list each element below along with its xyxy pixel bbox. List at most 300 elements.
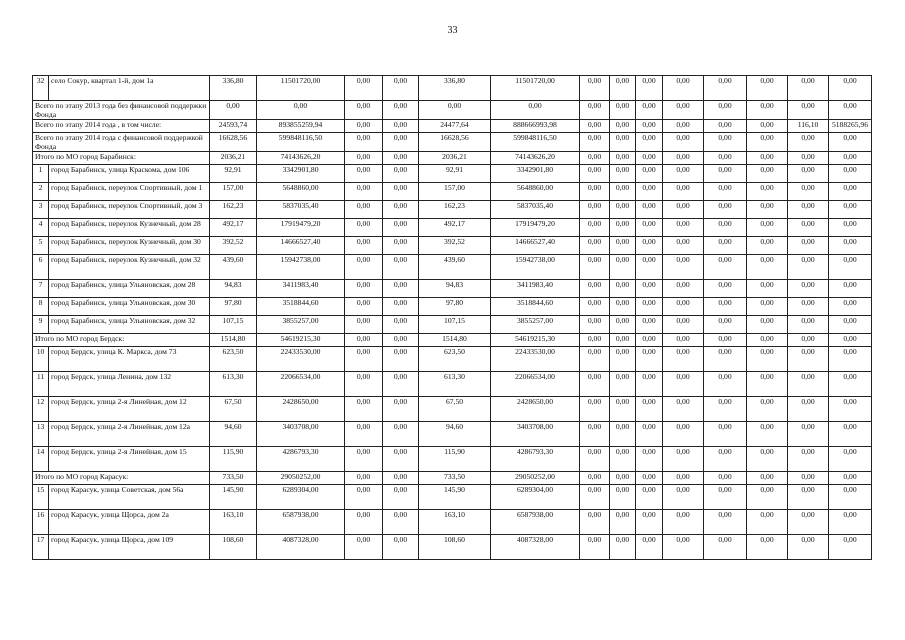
value-cell: 22066534,00 <box>257 372 345 397</box>
total-label: Итого по МО город Бердск: <box>33 334 210 347</box>
value-cell: 439,60 <box>210 255 257 280</box>
value-cell: 0,00 <box>610 397 636 422</box>
page-number: 33 <box>447 25 458 36</box>
value-cell: 0,00 <box>747 101 788 120</box>
value-cell: 0,00 <box>580 255 610 280</box>
value-cell: 392,52 <box>210 237 257 255</box>
value-cell: 0,00 <box>580 447 610 472</box>
value-cell: 1514,80 <box>419 334 491 347</box>
address-cell: город Барабинск, улица Ульяновская, дом 28 <box>49 280 210 298</box>
table-row <box>33 535 872 560</box>
value-cell: 0,00 <box>345 447 383 472</box>
value-cell: 0,00 <box>788 280 829 298</box>
value-cell: 0,00 <box>636 76 663 101</box>
total-row <box>33 152 872 165</box>
row-number: 2 <box>33 183 49 201</box>
program-table <box>32 75 872 560</box>
value-cell: 0,00 <box>704 201 747 219</box>
value-cell: 3855257,00 <box>257 316 345 334</box>
value-cell: 5837035,40 <box>257 201 345 219</box>
value-cell: 157,00 <box>210 183 257 201</box>
value-cell: 0,00 <box>345 472 383 485</box>
value-cell: 14666527,40 <box>257 237 345 255</box>
address-cell: город Барабинск, переулок Кузнечный, дом 30 <box>49 237 210 255</box>
table-row <box>33 510 872 535</box>
value-cell: 0,00 <box>383 280 419 298</box>
value-cell: 0,00 <box>580 133 610 152</box>
value-cell: 0,00 <box>580 535 610 560</box>
value-cell: 0,00 <box>636 334 663 347</box>
value-cell: 336,80 <box>210 76 257 101</box>
value-cell: 336,80 <box>419 76 491 101</box>
value-cell: 0,00 <box>580 510 610 535</box>
value-cell: 492,17 <box>210 219 257 237</box>
value-cell: 0,00 <box>345 165 383 183</box>
value-cell: 0,00 <box>345 219 383 237</box>
row-number: 5 <box>33 237 49 255</box>
value-cell: 0,00 <box>663 237 704 255</box>
value-cell: 0,00 <box>663 397 704 422</box>
value-cell: 3411983,40 <box>257 280 345 298</box>
value-cell: 0,00 <box>345 101 383 120</box>
value-cell: 0,00 <box>788 201 829 219</box>
value-cell: 0,00 <box>257 101 345 120</box>
value-cell: 0,00 <box>636 422 663 447</box>
value-cell: 115,90 <box>210 447 257 472</box>
total-label: Всего по этапу 2014 года , в том числе: <box>33 120 210 133</box>
value-cell: 0,00 <box>636 201 663 219</box>
value-cell: 0,00 <box>610 133 636 152</box>
value-cell: 0,00 <box>704 280 747 298</box>
value-cell: 0,00 <box>663 298 704 316</box>
value-cell: 0,00 <box>580 120 610 133</box>
total-row <box>33 133 872 152</box>
value-cell: 0,00 <box>383 510 419 535</box>
value-cell: 0,00 <box>788 183 829 201</box>
value-cell: 0,00 <box>580 397 610 422</box>
value-cell: 22066534,00 <box>491 372 580 397</box>
value-cell: 0,00 <box>829 76 872 101</box>
address-cell: город Карасук, улица Щорса, дом 2а <box>49 510 210 535</box>
value-cell: 0,00 <box>704 535 747 560</box>
value-cell: 0,00 <box>704 422 747 447</box>
value-cell: 492,17 <box>419 219 491 237</box>
value-cell: 0,00 <box>383 183 419 201</box>
value-cell: 0,00 <box>829 101 872 120</box>
value-cell: 4087328,00 <box>491 535 580 560</box>
value-cell: 2036,21 <box>210 152 257 165</box>
value-cell: 3342901,80 <box>257 165 345 183</box>
value-cell: 0,00 <box>383 372 419 397</box>
value-cell: 94,83 <box>419 280 491 298</box>
address-cell: город Бердск, улица 2-я Линейная, дом 15 <box>49 447 210 472</box>
value-cell: 0,00 <box>610 485 636 510</box>
value-cell: 0,00 <box>580 298 610 316</box>
value-cell: 0,00 <box>345 201 383 219</box>
address-cell: город Карасук, улица Щорса, дом 109 <box>49 535 210 560</box>
value-cell: 0,00 <box>829 255 872 280</box>
value-cell: 0,00 <box>580 422 610 447</box>
value-cell: 0,00 <box>663 152 704 165</box>
total-row <box>33 472 872 485</box>
address-cell: город Барабинск, переулок Спортивный, дом 1 <box>49 183 210 201</box>
value-cell: 0,00 <box>383 316 419 334</box>
value-cell: 67,50 <box>419 397 491 422</box>
total-label: Всего по этапу 2013 года без финансовой поддержки Фонда <box>33 101 210 120</box>
value-cell: 94,60 <box>419 422 491 447</box>
value-cell: 162,23 <box>210 201 257 219</box>
value-cell: 22433530,00 <box>257 347 345 372</box>
value-cell: 3411983,40 <box>491 280 580 298</box>
value-cell: 0,00 <box>610 447 636 472</box>
value-cell: 0,00 <box>636 485 663 510</box>
value-cell: 107,15 <box>419 316 491 334</box>
value-cell: 0,00 <box>663 510 704 535</box>
value-cell: 0,00 <box>704 372 747 397</box>
value-cell: 0,00 <box>610 334 636 347</box>
value-cell: 0,00 <box>747 535 788 560</box>
value-cell: 0,00 <box>704 255 747 280</box>
address-cell: город Карасук, улица Советская, дом 56а <box>49 485 210 510</box>
value-cell: 0,00 <box>345 347 383 372</box>
value-cell: 0,00 <box>345 298 383 316</box>
value-cell: 0,00 <box>345 334 383 347</box>
value-cell: 0,00 <box>704 472 747 485</box>
value-cell: 0,00 <box>747 120 788 133</box>
table-row <box>33 280 872 298</box>
value-cell: 0,00 <box>383 422 419 447</box>
value-cell: 0,00 <box>788 485 829 510</box>
value-cell: 0,00 <box>580 152 610 165</box>
value-cell: 92,91 <box>419 165 491 183</box>
value-cell: 0,00 <box>610 237 636 255</box>
row-number: 12 <box>33 397 49 422</box>
value-cell: 0,00 <box>345 372 383 397</box>
value-cell: 97,80 <box>210 298 257 316</box>
value-cell: 0,00 <box>747 133 788 152</box>
value-cell: 0,00 <box>788 298 829 316</box>
value-cell: 0,00 <box>747 472 788 485</box>
value-cell: 6587938,00 <box>257 510 345 535</box>
value-cell: 0,00 <box>704 76 747 101</box>
value-cell: 613,30 <box>210 372 257 397</box>
value-cell: 0,00 <box>383 133 419 152</box>
value-cell: 0,00 <box>383 334 419 347</box>
value-cell: 0,00 <box>829 422 872 447</box>
value-cell: 0,00 <box>747 255 788 280</box>
value-cell: 115,90 <box>419 447 491 472</box>
value-cell: 0,00 <box>383 485 419 510</box>
value-cell: 1514,80 <box>210 334 257 347</box>
value-cell: 0,00 <box>610 101 636 120</box>
row-number: 4 <box>33 219 49 237</box>
value-cell: 0,00 <box>788 255 829 280</box>
value-cell: 0,00 <box>747 347 788 372</box>
value-cell: 0,00 <box>580 485 610 510</box>
value-cell: 162,23 <box>419 201 491 219</box>
value-cell: 0,00 <box>788 316 829 334</box>
value-cell: 107,15 <box>210 316 257 334</box>
value-cell: 0,00 <box>829 334 872 347</box>
value-cell: 0,00 <box>610 201 636 219</box>
value-cell: 0,00 <box>580 183 610 201</box>
value-cell: 157,00 <box>419 183 491 201</box>
address-cell: город Барабинск, переулок Кузнечный, дом 28 <box>49 219 210 237</box>
value-cell: 0,00 <box>610 422 636 447</box>
value-cell: 0,00 <box>747 334 788 347</box>
table-row <box>33 397 872 422</box>
value-cell: 0,00 <box>829 280 872 298</box>
value-cell: 0,00 <box>704 334 747 347</box>
value-cell: 11501720,00 <box>257 76 345 101</box>
value-cell: 0,00 <box>383 201 419 219</box>
value-cell: 0,00 <box>636 237 663 255</box>
value-cell: 0,00 <box>788 101 829 120</box>
address-cell: город Барабинск, улица Краскома, дом 106 <box>49 165 210 183</box>
value-cell: 0,00 <box>747 510 788 535</box>
value-cell: 11501720,00 <box>491 76 580 101</box>
value-cell: 0,00 <box>788 219 829 237</box>
value-cell: 0,00 <box>788 535 829 560</box>
value-cell: 0,00 <box>636 372 663 397</box>
value-cell: 0,00 <box>383 397 419 422</box>
value-cell: 5188265,96 <box>829 120 872 133</box>
row-number: 16 <box>33 510 49 535</box>
value-cell: 0,00 <box>663 316 704 334</box>
value-cell: 6289304,00 <box>491 485 580 510</box>
value-cell: 0,00 <box>788 334 829 347</box>
value-cell: 0,00 <box>704 183 747 201</box>
value-cell: 0,00 <box>829 237 872 255</box>
row-number: 6 <box>33 255 49 280</box>
value-cell: 0,00 <box>383 298 419 316</box>
value-cell: 0,00 <box>636 472 663 485</box>
value-cell: 97,80 <box>419 298 491 316</box>
value-cell: 0,00 <box>610 510 636 535</box>
value-cell: 0,00 <box>419 101 491 120</box>
value-cell: 0,00 <box>747 422 788 447</box>
value-cell: 0,00 <box>747 152 788 165</box>
value-cell: 2428650,00 <box>491 397 580 422</box>
value-cell: 0,00 <box>636 397 663 422</box>
value-cell: 0,00 <box>580 472 610 485</box>
value-cell: 54619215,30 <box>491 334 580 347</box>
value-cell: 0,00 <box>636 535 663 560</box>
value-cell: 0,00 <box>704 120 747 133</box>
value-cell: 0,00 <box>610 372 636 397</box>
value-cell: 0,00 <box>829 472 872 485</box>
value-cell: 0,00 <box>663 120 704 133</box>
row-number: 11 <box>33 372 49 397</box>
value-cell: 0,00 <box>663 347 704 372</box>
value-cell: 893855259,94 <box>257 120 345 133</box>
value-cell: 0,00 <box>829 201 872 219</box>
value-cell: 3855257,00 <box>491 316 580 334</box>
value-cell: 4286793,30 <box>257 447 345 472</box>
row-number: 10 <box>33 347 49 372</box>
value-cell: 14666527,40 <box>491 237 580 255</box>
value-cell: 0,00 <box>829 165 872 183</box>
value-cell: 0,00 <box>636 280 663 298</box>
value-cell: 0,00 <box>383 347 419 372</box>
value-cell: 0,00 <box>747 280 788 298</box>
table-row <box>33 347 872 372</box>
value-cell: 74143626,20 <box>491 152 580 165</box>
value-cell: 0,00 <box>829 535 872 560</box>
value-cell: 0,00 <box>383 472 419 485</box>
value-cell: 0,00 <box>383 447 419 472</box>
value-cell: 0,00 <box>610 255 636 280</box>
value-cell: 0,00 <box>704 165 747 183</box>
value-cell: 0,00 <box>610 347 636 372</box>
value-cell: 0,00 <box>345 76 383 101</box>
value-cell: 0,00 <box>747 201 788 219</box>
value-cell: 0,00 <box>210 101 257 120</box>
value-cell: 0,00 <box>788 133 829 152</box>
value-cell: 0,00 <box>580 334 610 347</box>
address-cell: город Барабинск, переулок Кузнечный, дом 32 <box>49 255 210 280</box>
value-cell: 0,00 <box>491 101 580 120</box>
value-cell: 0,00 <box>636 316 663 334</box>
value-cell: 733,50 <box>210 472 257 485</box>
value-cell: 15942738,00 <box>491 255 580 280</box>
value-cell: 4286793,30 <box>491 447 580 472</box>
value-cell: 0,00 <box>610 183 636 201</box>
value-cell: 0,00 <box>345 280 383 298</box>
value-cell: 0,00 <box>580 347 610 372</box>
table-row <box>33 201 872 219</box>
value-cell: 0,00 <box>788 347 829 372</box>
value-cell: 0,00 <box>747 165 788 183</box>
value-cell: 29050252,00 <box>491 472 580 485</box>
address-cell: город Бердск, улица 2-я Линейная, дом 12 <box>49 397 210 422</box>
row-number: 32 <box>33 76 49 101</box>
address-cell: город Бердск, улица 2-я Линейная, дом 12а <box>49 422 210 447</box>
address-cell: город Бердск, улица К. Маркса, дом 73 <box>49 347 210 372</box>
address-cell: город Барабинск, улица Ульяновская, дом 30 <box>49 298 210 316</box>
value-cell: 2428650,00 <box>257 397 345 422</box>
value-cell: 0,00 <box>383 219 419 237</box>
value-cell: 0,00 <box>704 298 747 316</box>
value-cell: 0,00 <box>636 255 663 280</box>
value-cell: 0,00 <box>788 152 829 165</box>
value-cell: 24477,64 <box>419 120 491 133</box>
value-cell: 145,90 <box>419 485 491 510</box>
table-row <box>33 316 872 334</box>
value-cell: 108,60 <box>210 535 257 560</box>
value-cell: 0,00 <box>747 76 788 101</box>
value-cell: 5837035,40 <box>491 201 580 219</box>
value-cell: 116,10 <box>788 120 829 133</box>
value-cell: 0,00 <box>747 316 788 334</box>
value-cell: 439,60 <box>419 255 491 280</box>
value-cell: 0,00 <box>345 535 383 560</box>
value-cell: 0,00 <box>345 152 383 165</box>
value-cell: 0,00 <box>636 183 663 201</box>
value-cell: 0,00 <box>345 422 383 447</box>
value-cell: 0,00 <box>663 472 704 485</box>
value-cell: 67,50 <box>210 397 257 422</box>
value-cell: 0,00 <box>788 397 829 422</box>
table-row <box>33 183 872 201</box>
row-number: 17 <box>33 535 49 560</box>
value-cell: 0,00 <box>663 447 704 472</box>
value-cell: 0,00 <box>704 485 747 510</box>
value-cell: 0,00 <box>663 372 704 397</box>
value-cell: 623,50 <box>419 347 491 372</box>
value-cell: 0,00 <box>580 280 610 298</box>
value-cell: 4087328,00 <box>257 535 345 560</box>
value-cell: 17919479,20 <box>257 219 345 237</box>
value-cell: 0,00 <box>747 219 788 237</box>
value-cell: 0,00 <box>663 183 704 201</box>
value-cell: 0,00 <box>704 397 747 422</box>
value-cell: 0,00 <box>663 219 704 237</box>
value-cell: 0,00 <box>829 133 872 152</box>
value-cell: 0,00 <box>383 165 419 183</box>
value-cell: 0,00 <box>636 133 663 152</box>
address-cell: город Бердск, улица Ленина, дом 132 <box>49 372 210 397</box>
value-cell: 0,00 <box>345 316 383 334</box>
value-cell: 0,00 <box>610 76 636 101</box>
value-cell: 92,91 <box>210 165 257 183</box>
table-row <box>33 219 872 237</box>
value-cell: 0,00 <box>704 347 747 372</box>
value-cell: 163,10 <box>210 510 257 535</box>
value-cell: 0,00 <box>829 219 872 237</box>
value-cell: 0,00 <box>636 101 663 120</box>
value-cell: 0,00 <box>747 447 788 472</box>
table-row <box>33 76 872 101</box>
value-cell: 0,00 <box>704 510 747 535</box>
value-cell: 0,00 <box>663 101 704 120</box>
value-cell: 0,00 <box>636 219 663 237</box>
value-cell: 0,00 <box>610 120 636 133</box>
value-cell: 3403708,00 <box>257 422 345 447</box>
value-cell: 2036,21 <box>419 152 491 165</box>
value-cell: 0,00 <box>829 152 872 165</box>
value-cell: 0,00 <box>610 298 636 316</box>
address-cell: село Сокур, квартал 1-й, дом 1а <box>49 76 210 101</box>
value-cell: 0,00 <box>580 372 610 397</box>
value-cell: 0,00 <box>829 372 872 397</box>
value-cell: 3403708,00 <box>491 422 580 447</box>
value-cell: 0,00 <box>704 152 747 165</box>
value-cell: 0,00 <box>580 101 610 120</box>
value-cell: 0,00 <box>636 120 663 133</box>
value-cell: 0,00 <box>704 133 747 152</box>
value-cell: 0,00 <box>829 485 872 510</box>
value-cell: 0,00 <box>704 219 747 237</box>
value-cell: 0,00 <box>747 397 788 422</box>
value-cell: 0,00 <box>704 316 747 334</box>
value-cell: 599848116,50 <box>257 133 345 152</box>
table-row <box>33 255 872 280</box>
value-cell: 0,00 <box>610 472 636 485</box>
value-cell: 0,00 <box>829 316 872 334</box>
value-cell: 3518844,60 <box>491 298 580 316</box>
value-cell: 0,00 <box>383 76 419 101</box>
value-cell: 0,00 <box>829 447 872 472</box>
value-cell: 0,00 <box>788 510 829 535</box>
value-cell: 145,90 <box>210 485 257 510</box>
total-label: Итого по МО город Барабинск: <box>33 152 210 165</box>
value-cell: 108,60 <box>419 535 491 560</box>
total-row <box>33 120 872 133</box>
value-cell: 0,00 <box>663 201 704 219</box>
value-cell: 0,00 <box>663 165 704 183</box>
value-cell: 0,00 <box>829 183 872 201</box>
